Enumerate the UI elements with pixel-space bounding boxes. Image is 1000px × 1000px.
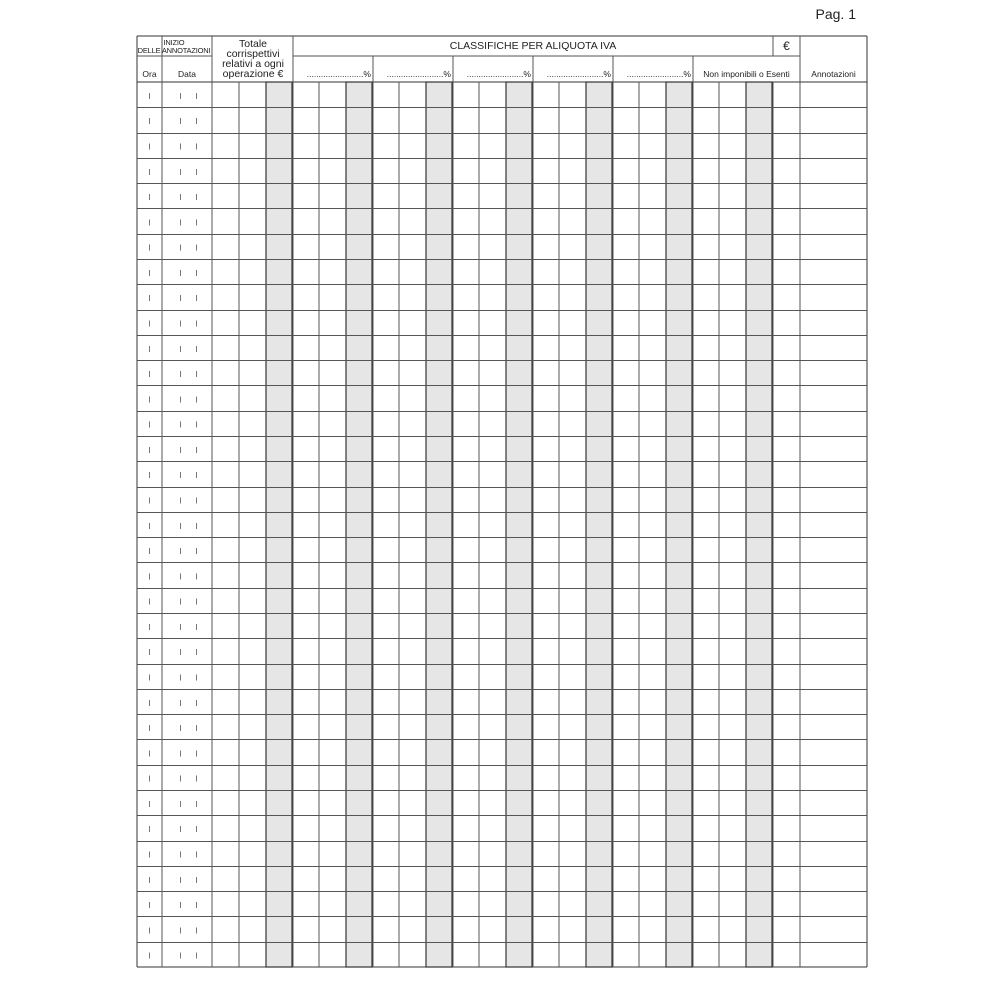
shaded-column-1 xyxy=(266,82,292,967)
rate-3-label: ........................% xyxy=(466,69,531,79)
delle-annotazioni-label: DELLE ANNOTAZIONI xyxy=(137,46,211,55)
inizio-label: INIZIO xyxy=(163,38,185,47)
shaded-column-4 xyxy=(506,82,532,967)
rate-1-label: ........................% xyxy=(306,69,371,79)
classifiche-header: CLASSIFICHE PER ALIQUOTA IVA xyxy=(449,40,617,52)
annotazioni-header: Annotazioni xyxy=(811,69,856,79)
euro-symbol: € xyxy=(783,39,790,53)
totale-header-line-1: Totale xyxy=(238,38,268,50)
shaded-column-2 xyxy=(346,82,372,967)
rate-5-label: ........................% xyxy=(626,69,691,79)
data-header: Data xyxy=(178,69,196,79)
totale-header-line-3: relativi a ogni xyxy=(222,58,284,70)
rate-4-label: ........................% xyxy=(546,69,611,79)
shaded-column-7 xyxy=(746,82,772,967)
totale-header-line-2: corrispettivi xyxy=(226,48,280,60)
rate-2-label: ........................% xyxy=(386,69,451,79)
page-number: Pag. 1 xyxy=(815,6,856,22)
shaded-column-3 xyxy=(426,82,452,967)
shaded-column-6 xyxy=(666,82,692,967)
totale-header-line-4: operazione € xyxy=(222,68,284,80)
ora-header: Ora xyxy=(142,69,157,79)
non-imponibili-header: Non imponibili o Esenti xyxy=(703,69,790,79)
shaded-column-5 xyxy=(586,82,612,967)
